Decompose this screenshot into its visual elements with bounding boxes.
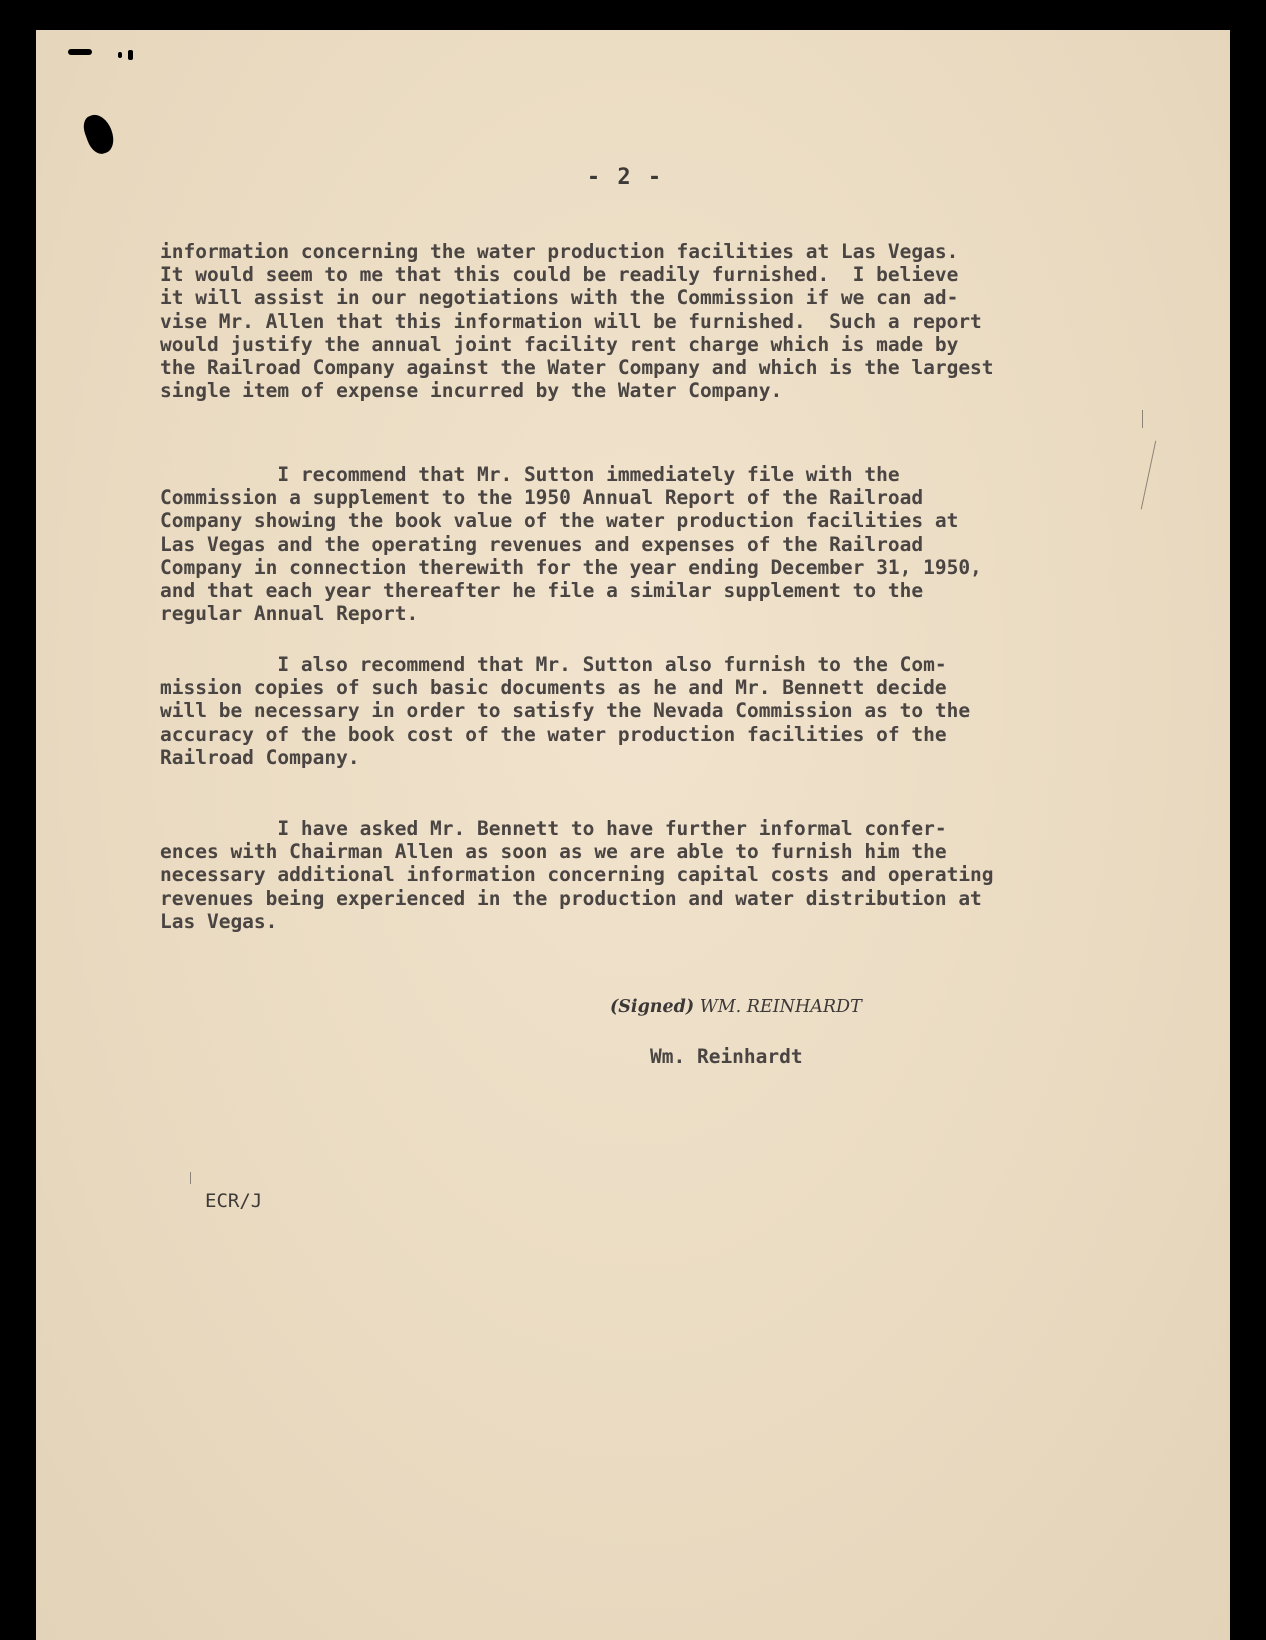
text-line: Las Vegas. [160,909,278,933]
text-line: it will assist in our negotiations with the Commission if we can ad- [160,286,959,310]
signature-stamp [610,997,862,1017]
paper-mark [1142,410,1143,428]
text-line: would justify the annual joint facility rent charge which is made by [160,332,959,356]
stamped-name: WM. REINHARDT [699,997,862,1017]
page-number: - 2 - [586,165,664,190]
text-line: Company showing the book value of the water production facilities at [160,509,959,533]
text-line: single item of expense incurred by the Water Company. [160,379,783,403]
paragraph-2 [160,463,1110,625]
text-line: and that each year thereafter he file a similar supplement to the [160,578,924,602]
text-line: revenues being experienced in the production and water distribution at [160,886,982,910]
text-line: vise Mr. Allen that this information will be furnished. Such a report [160,309,982,333]
reference-initials: ECR/J [205,1190,263,1212]
typed-signature-name: Wm. Reinhardt [650,1045,803,1068]
text-line: information concerning the water production facilities at Las Vegas. [160,240,959,263]
text-line: I have asked Mr. Bennett to have further informal confer- [160,817,947,840]
text-line: Company in connection therewith for the year ending December 31, 1950, [160,555,982,579]
text-line: Railroad Company. [160,745,360,769]
text-line: necessary additional information concerning capital costs and operating [160,863,994,887]
text-line: I also recommend that Mr. Sutton also furnish to the Com- [160,653,947,676]
text-line: Commission a supplement to the 1950 Annual Report of the Railroad [160,486,924,510]
text-line: the Railroad Company against the Water Company and which is the largest [160,355,994,379]
text-line: mission copies of such basic documents as he and Mr. Bennett decide [160,676,947,700]
paragraph-3 [160,653,1110,769]
paper-mark [190,1172,191,1184]
text-line: It would seem to me that this could be readily furnished. I believe [160,263,959,287]
staple-mark [68,49,92,55]
signed-label: (Signed) [610,997,695,1017]
paragraph-4 [160,817,1110,933]
staple-mark [128,50,133,60]
text-line: will be necessary in order to satisfy the Nevada Commission as to the [160,699,971,723]
text-line: I recommend that Mr. Sutton immediately file with the [160,463,900,486]
text-line: accuracy of the book cost of the water production facilities of the [160,722,947,746]
text-line: ences with Chairman Allen as soon as we are able to furnish him the [160,840,947,864]
staple-mark [118,52,122,58]
paragraph-1 [160,240,1110,402]
text-line: Las Vegas and the operating revenues and expenses of the Railroad [160,532,924,556]
text-line: regular Annual Report. [160,602,419,626]
